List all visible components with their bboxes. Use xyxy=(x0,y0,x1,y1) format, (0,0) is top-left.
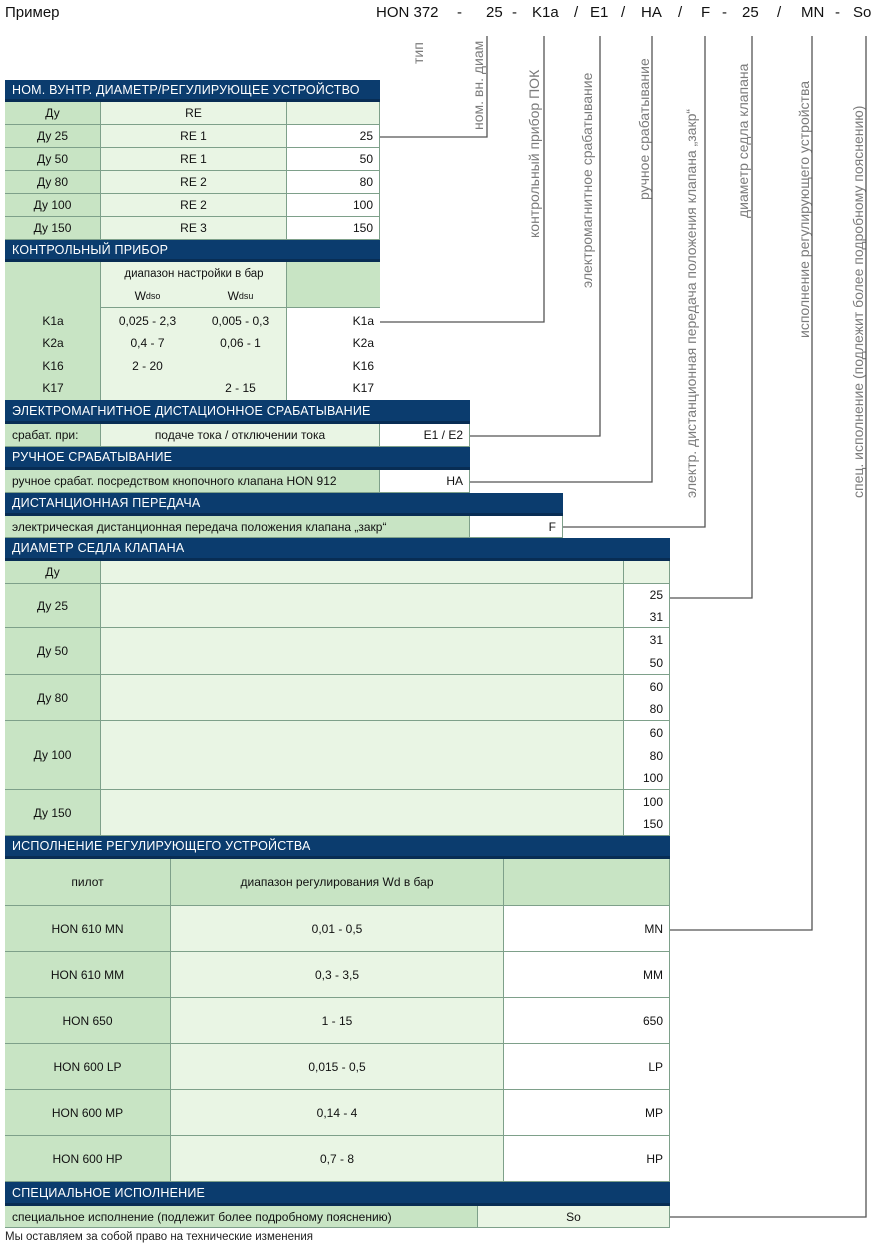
code-regulator: MN xyxy=(801,4,825,21)
nominal-du: Ду 150 xyxy=(5,217,101,240)
seat-col-blank xyxy=(101,561,624,584)
section-header-electromagnetic: ЭЛЕКТРОМАГНИТНОЕ ДИСТАЦИОННОЕ СРАБАТЫВАНИЕ xyxy=(5,400,470,424)
nominal-code: 80 xyxy=(287,171,380,194)
seat-du: Ду 150 xyxy=(5,790,101,836)
seat-blank xyxy=(101,628,624,675)
line-remote xyxy=(563,36,705,527)
seat-code: 31 xyxy=(624,606,670,628)
control-col-wdso: W dso xyxy=(101,285,194,308)
vlabel-control: контрольный прибор ПОК xyxy=(526,69,542,238)
remote-label: электрическая дистанционная передача положения клапана „закр“ xyxy=(5,516,470,538)
code-sep: / xyxy=(621,4,626,21)
code-type: HON 372 xyxy=(376,4,439,21)
code-sep: / xyxy=(777,4,782,21)
regulator-pilot: HON 600 LP xyxy=(5,1044,171,1090)
electromagnetic-value: подаче тока / отключении тока xyxy=(101,424,380,447)
regulator-col-range: диапазон регулирования Wd в бар xyxy=(171,859,504,906)
regulator-code: 650 xyxy=(504,998,670,1044)
vlabel-manual: ручное срабатывание xyxy=(636,58,652,200)
regulator-code: MN xyxy=(504,906,670,952)
code-manual: HA xyxy=(641,4,662,21)
seat-code: 60 xyxy=(624,675,670,698)
control-range-label: диапазон настройки в бар xyxy=(124,267,264,280)
electromagnetic-code: E1 / E2 xyxy=(380,424,470,447)
regulator-code: HP xyxy=(504,1136,670,1182)
seat-blank xyxy=(101,790,624,836)
section-header-seat: ДИАМЕТР СЕДЛА КЛАПАНА xyxy=(5,538,670,561)
regulator-col-code xyxy=(504,859,670,906)
control-wdso xyxy=(101,377,194,398)
code-sep: - xyxy=(457,4,462,21)
line-special xyxy=(670,36,866,1217)
seat-blank xyxy=(101,584,624,628)
nominal-code: 150 xyxy=(287,217,380,240)
control-col-code xyxy=(287,262,380,308)
seat-col-code xyxy=(624,561,670,584)
control-name: K1a xyxy=(42,313,64,328)
seat-code: 50 xyxy=(624,651,670,675)
regulator-pilot: HON 600 HP xyxy=(5,1136,171,1182)
seat-blank xyxy=(101,675,624,721)
remote-code: F xyxy=(470,516,563,538)
code-special: So xyxy=(853,4,872,21)
code-sep: / xyxy=(574,4,579,21)
section-header-nominal: НОМ. ВУНТР. ДИАМЕТР/РЕГУЛИРУЮЩЕЕ УСТРОЙСТВО xyxy=(5,80,380,102)
line-manual xyxy=(470,36,652,482)
seat-du: Ду 25 xyxy=(5,584,101,628)
vlabel-remote: электр. дистанционная передача положения клапана „закр“ xyxy=(683,108,699,498)
regulator-range: 0,3 - 3,5 xyxy=(171,952,504,998)
nominal-col-code xyxy=(287,102,380,125)
nominal-code: 25 xyxy=(287,125,380,148)
code-sep: / xyxy=(678,4,683,21)
control-col-wdsu: W dsu xyxy=(194,285,287,308)
control-name: K2a xyxy=(42,335,64,350)
code-sep: - xyxy=(835,4,840,21)
section-header-control: КОНТРОЛЬНЫЙ ПРИБОР xyxy=(5,240,380,262)
control-wdso: 0,025 - 2,3 xyxy=(118,313,177,328)
nominal-re: RE 3 xyxy=(101,217,287,240)
regulator-pilot: HON 650 xyxy=(5,998,171,1044)
section-header-remote: ДИСТАНЦИОННАЯ ПЕРЕДАЧА xyxy=(5,493,563,516)
vlabel-special: спец. исполнение (подлежит более подробному пояснению) xyxy=(850,105,866,498)
seat-code: 80 xyxy=(624,698,670,721)
vlabel-nominal: ном. вн. диам xyxy=(470,40,486,130)
seat-col-du: Ду xyxy=(5,561,101,584)
nominal-du: Ду 80 xyxy=(5,171,101,194)
section-header-manual: РУЧНОЕ СРАБАТЫВАНИЕ xyxy=(5,447,470,470)
seat-du: Ду 100 xyxy=(5,721,101,790)
section-header-special: СПЕЦИАЛЬНОЕ ИСПОЛНЕНИЕ xyxy=(5,1182,670,1206)
special-label: специальное исполнение (подлежит более подробному пояснению) xyxy=(5,1206,478,1228)
regulator-range: 1 - 15 xyxy=(171,998,504,1044)
control-wdsu: 0,005 - 0,3 xyxy=(211,313,270,328)
nominal-code: 100 xyxy=(287,194,380,217)
code-nominal: 25 xyxy=(486,4,503,21)
seat-du: Ду 50 xyxy=(5,628,101,675)
nominal-code: 50 xyxy=(287,148,380,171)
code-electro: E1 xyxy=(590,4,609,21)
seat-code: 100 xyxy=(624,767,670,790)
nominal-du: Ду 100 xyxy=(5,194,101,217)
seat-code: 150 xyxy=(624,813,670,836)
line-regulator xyxy=(670,36,812,930)
code-remote: F xyxy=(701,4,711,21)
electromagnetic-label: срабат. при: xyxy=(5,424,101,447)
section-header-regulator: ИСПОЛНЕНИЕ РЕГУЛИРУЮЩЕГО УСТРОЙСТВА xyxy=(5,836,670,859)
vlabel-type: тип xyxy=(410,42,426,64)
line-control xyxy=(380,36,544,322)
nominal-re: RE 2 xyxy=(101,194,287,217)
regulator-col-pilot: пилот xyxy=(5,859,171,906)
code-sep: - xyxy=(512,4,517,21)
footer-note: Мы оставляем за собой право на технические изменения xyxy=(5,1231,314,1243)
nominal-du: Ду 25 xyxy=(5,125,101,148)
page-title: Пример xyxy=(5,4,60,21)
control-name: K16 xyxy=(42,358,64,373)
nominal-re: RE 2 xyxy=(101,171,287,194)
nominal-re: RE 1 xyxy=(101,148,287,171)
vlabel-seat: диаметр седла клапана xyxy=(735,63,751,218)
regulator-code: LP xyxy=(504,1044,670,1090)
regulator-range: 0,01 - 0,5 xyxy=(171,906,504,952)
nominal-re: RE 1 xyxy=(101,125,287,148)
control-code: K16 xyxy=(352,358,374,373)
regulator-pilot: HON 600 MP xyxy=(5,1090,171,1136)
seat-du: Ду 80 xyxy=(5,675,101,721)
control-code: K2a xyxy=(352,335,374,350)
control-wdso: 0,4 - 7 xyxy=(130,335,165,350)
seat-code: 80 xyxy=(624,744,670,767)
regulator-range: 0,015 - 0,5 xyxy=(171,1044,504,1090)
nominal-du: Ду 50 xyxy=(5,148,101,171)
regulator-pilot: HON 610 MN xyxy=(5,906,171,952)
code-seat: 25 xyxy=(742,4,759,21)
vlabel-regulator: исполнение регулирующего устройства xyxy=(796,80,812,338)
regulator-range: 0,14 - 4 xyxy=(171,1090,504,1136)
special-code: So xyxy=(478,1206,670,1228)
line-nominal xyxy=(380,36,487,137)
code-control: K1a xyxy=(532,4,559,21)
control-wdso: 2 - 20 xyxy=(132,358,163,373)
nominal-col-re: RE xyxy=(101,102,287,125)
seat-code: 25 xyxy=(624,584,670,606)
line-electro xyxy=(470,36,600,436)
manual-code: HA xyxy=(380,470,470,493)
regulator-pilot: HON 610 MM xyxy=(5,952,171,998)
control-code: K1a xyxy=(352,313,374,328)
regulator-range: 0,7 - 8 xyxy=(171,1136,504,1182)
control-wdsu: 2 - 15 xyxy=(225,380,256,395)
control-code: K17 xyxy=(352,380,374,395)
seat-code: 100 xyxy=(624,790,670,813)
seat-code: 31 xyxy=(624,628,670,651)
line-seat xyxy=(670,36,752,598)
seat-code: 60 xyxy=(624,721,670,744)
seat-blank xyxy=(101,721,624,790)
regulator-code: MP xyxy=(504,1090,670,1136)
control-name: K17 xyxy=(42,380,64,395)
nominal-col-du: Ду xyxy=(5,102,101,125)
control-wdsu: 0,06 - 1 xyxy=(220,335,261,350)
manual-label: ручное срабат. посредством кнопочного клапана HON 912 xyxy=(5,470,380,493)
vlabel-electro: электромагнитное срабатывание xyxy=(579,72,595,288)
code-sep: - xyxy=(722,4,727,21)
control-wdsu xyxy=(194,355,287,376)
regulator-code: MM xyxy=(504,952,670,998)
